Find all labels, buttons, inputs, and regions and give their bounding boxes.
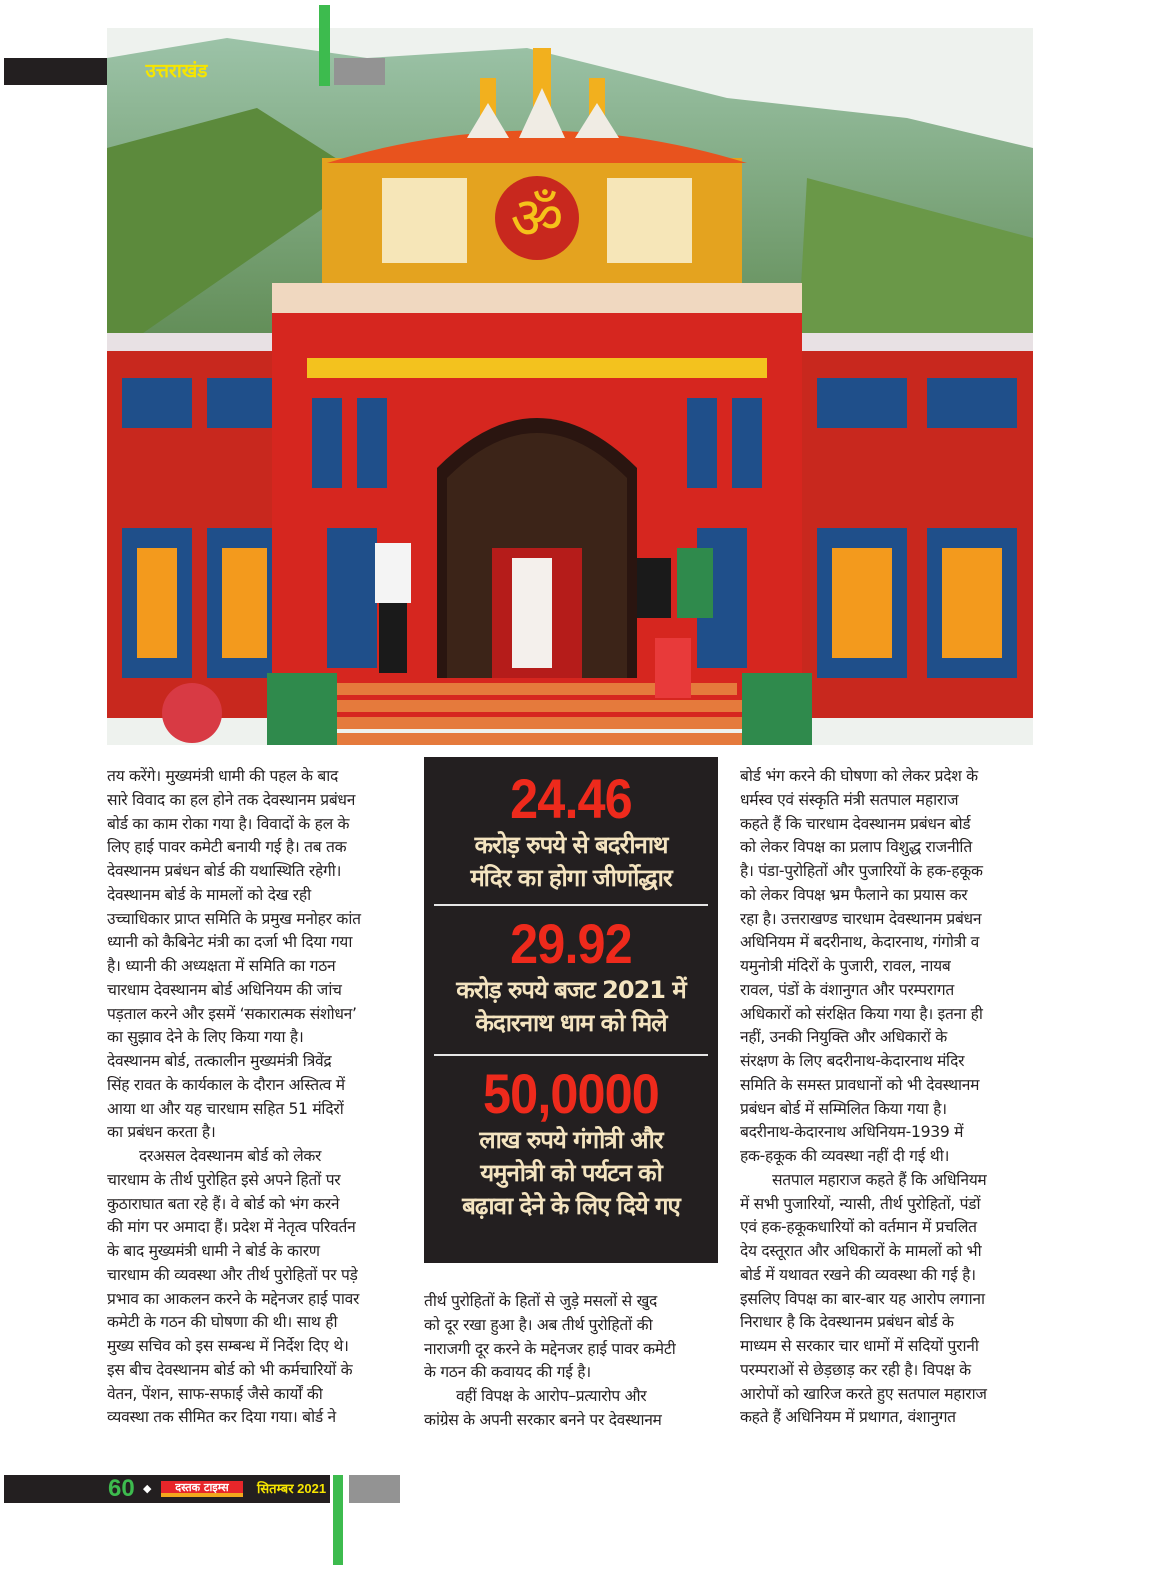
text-line: निराधार है कि देवस्थानम प्रबंधन बोर्ड के [740,1313,954,1332]
page-number: 60 [108,1475,135,1502]
text-line: अधिकारों को संरक्षित किया गया है। इतना ही [740,1004,983,1023]
text-line: के बाद मुख्यमंत्री धामी ने बोर्ड के कारण [107,1242,320,1260]
text-line: देवस्थानम प्रबंधन बोर्ड की यथास्थिति रहेगी। [107,862,342,880]
text-line: माध्यम से सरकार चार धामों में सदियों पुरानी [740,1337,979,1355]
stat-caption: लाख रुपये गंगोत्री और [479,1126,663,1154]
text-line: देवस्थानम बोर्ड, तत्कालीन मुख्यमंत्री त्रिवेंद्र [107,1052,332,1070]
stat-value: 29.92 [510,912,632,975]
diamond-separator-icon: ◆ [143,1482,152,1495]
accent-block-gray [334,58,385,85]
text-line: सारे विवाद का हल होने तक देवस्थानम प्रबंधन [107,790,356,809]
text-line: व्यवस्था तक सीमित कर दिया गया। बोर्ड ने [107,1408,336,1427]
text-line: का प्रबंधन करता है। [107,1123,216,1142]
issue-date: सितम्बर 2021 [257,1481,327,1496]
text-line: तीर्थ पुरोहितों के हितों से जुड़े मसलों से खुद [424,1292,657,1310]
stat-item [424,769,718,895]
stat-caption: मंदिर का होगा जीर्णोद्धार [470,864,672,892]
text-line: कांग्रेस के अपनी सरकार बनने पर देवस्थानम [424,1410,662,1429]
text-line: प्रबंधन बोर्ड में सम्मिलित किया गया है। [740,1099,947,1118]
text-line: धर्मस्व एवं संस्कृति मंत्री सतपाल महाराज [740,790,959,809]
text-line: को लेकर विपक्ष का प्रलाप विशुद्ध राजनीति [740,838,972,857]
accent-bar-green [319,5,330,86]
text-line: रहा है। उत्तराखण्ड चारधाम देवस्थानम प्रबंधन [740,909,982,928]
text-line: एवं हक-हकूकधारियों को वर्तमान में प्रचलित [740,1218,977,1237]
text-line: समिति के समस्त प्रावधानों को भी देवस्थानम [740,1075,980,1094]
magazine-logo: दस्तक टाइम्स [161,1481,243,1497]
stat-item [424,914,718,1040]
text-line: देवस्थानम बोर्ड के मामलों को देख रही [107,885,311,904]
text-line: कमेटी के गठन की घोषणा की थी। साथ ही [107,1313,338,1332]
stat-caption: करोड़ रुपये से बदरीनाथ [474,831,668,859]
text-line: के गठन की कवायद की गई है। [424,1363,591,1382]
stat-caption: केदारनाथ धाम को मिले [475,1009,667,1037]
text-line: को दूर रखा हुआ है। अब तीर्थ पुरोहितों की [424,1315,653,1334]
text-line: पड़ताल करने और इसमें ‘सकारात्मक संशोधन’ [107,1004,357,1023]
text-line: ध्यानी को कैबिनेट मंत्री का दर्जा भी दिया गया [107,933,353,952]
stats-box [424,757,718,1263]
text-line: कुठाराघात बता रहे हैं। वे बोर्ड को भंग करने [107,1194,340,1213]
text-line: उच्चाधिकार प्राप्त समिति के प्रमुख मनोहर कांत [107,909,361,928]
text-line: अधिनियम में बदरीनाथ, केदारनाथ, गंगोत्री व [740,933,980,952]
text-line: बोर्ड भंग करने की घोषणा को लेकर प्रदेश के [740,767,978,785]
stat-caption: करोड़ रुपये बजट 2021 में [456,976,686,1004]
text-line: तय करेंगे। मुख्यमंत्री धामी की पहल के बाद [107,767,338,785]
text-line: बदरीनाथ-केदारनाथ अधिनियम-1939 में [740,1123,964,1142]
text-line: कहते हैं कि चारधाम देवस्थानम प्रबंधन बोर्ड [740,814,971,833]
text-line: बोर्ड का काम रोका गया है। विवादों के हल के [107,814,350,833]
stat-caption: यमुनोत्री को पर्यटन को [480,1159,662,1187]
article-column-right [740,765,1034,1430]
svg-text:ॐ: ॐ [510,184,564,252]
stat-value: 24.46 [510,767,632,830]
text-line: को लेकर विपक्ष भ्रम फैलाने का प्रयास कर [740,885,968,904]
stat-value: 50,0000 [483,1062,659,1125]
temple-photo [107,28,1033,745]
stats-divider [434,1054,708,1056]
article-column-left [107,765,397,1430]
text-line: की मांग पर अमादा हैं। प्रदेश में नेतृत्व परिवर्तन [107,1218,356,1237]
text-line: वहीं विपक्ष के आरोप–प्रत्यारोप और [456,1387,647,1405]
accent-block-gray [349,1475,400,1503]
text-line: यमुनोत्री मंदिरों के पुजारी, रावल, नायब [740,957,951,975]
text-line: वेतन, पेंशन, साफ-सफाई जैसे कार्यों की [107,1384,323,1403]
text-line: रावल, पंडों के वंशानुगत और परम्परागत [740,980,954,999]
text-line: कहते हैं अधिनियम में प्रथागत, वंशानुगत [740,1408,956,1427]
section-title: उत्तराखंड [145,61,208,82]
text-line: इस बीच देवस्थानम बोर्ड को भी कर्मचारियों के [107,1360,353,1379]
article-column-middle [424,1290,718,1433]
text-line: देय दस्तूरात और अधिकारों के मामलों को भी [740,1242,982,1260]
stat-item [424,1064,718,1223]
text-line: चारधाम देवस्थानम बोर्ड अधिनियम की जांच [107,980,342,999]
text-line: प्रभाव का आकलन करने के मद्देनजर हाई पावर [107,1289,360,1308]
text-line: इसलिए विपक्ष का बार-बार यह आरोप लगाना [740,1289,985,1308]
text-line: हक-हकूक की व्यवस्था नहीं दी गई थी। [740,1147,950,1165]
text-line: का सुझाव देने के लिए किया गया है। [107,1028,304,1047]
text-line: दरअसल देवस्थानम बोर्ड को लेकर [139,1147,322,1165]
text-line: मुख्य सचिव को इस सम्बन्ध में निर्देश दिए थे। [107,1337,349,1355]
text-line: संरक्षण के लिए बदरीनाथ-केदारनाथ मंदिर [740,1052,965,1070]
accent-bar-green [333,1475,343,1565]
text-line: चारधाम के तीर्थ पुरोहित इसे अपने हितों पर [107,1170,341,1189]
stats-divider [434,904,708,906]
text-line: आया था और यह चारधाम सहित 51 मंदिरों [107,1099,344,1118]
text-line: चारधाम की व्यवस्था और तीर्थ पुरोहितों पर पड़े [107,1265,358,1284]
text-line: सतपाल महाराज कहते हैं कि अधिनियम [772,1170,987,1189]
text-line: है। ध्यानी की अध्यक्षता में समिति का गठन [107,957,336,975]
text-line: लिए हाई पावर कमेटी बनायी गई है। तब तक [107,838,347,857]
text-line: आरोपों को खारिज करते हुए सतपाल महाराज [740,1384,987,1403]
text-line: परम्पराओं से छेड़छाड़ कर रही है। विपक्ष के [740,1360,971,1379]
text-line: नहीं, उनकी नियुक्ति और अधिकारों के [740,1028,947,1047]
stat-caption: बढ़ावा देने के लिए दिये गए [462,1192,680,1220]
text-line: है। पंडा-पुरोहितों और पुजारियों के हक-हकूक [740,862,983,880]
text-line: सिंह रावत के कार्यकाल के दौरान अस्तित्व में [107,1075,345,1094]
text-line: बोर्ड में यथावत रखने की व्यवस्था की गई है। [740,1265,976,1284]
text-line: में सभी पुजारियों, न्यासी, तीर्थ पुरोहितों, पंडों [740,1194,981,1213]
text-line: नाराजगी दूर करने के मद्देनजर हाई पावर कमेटी [424,1339,676,1358]
